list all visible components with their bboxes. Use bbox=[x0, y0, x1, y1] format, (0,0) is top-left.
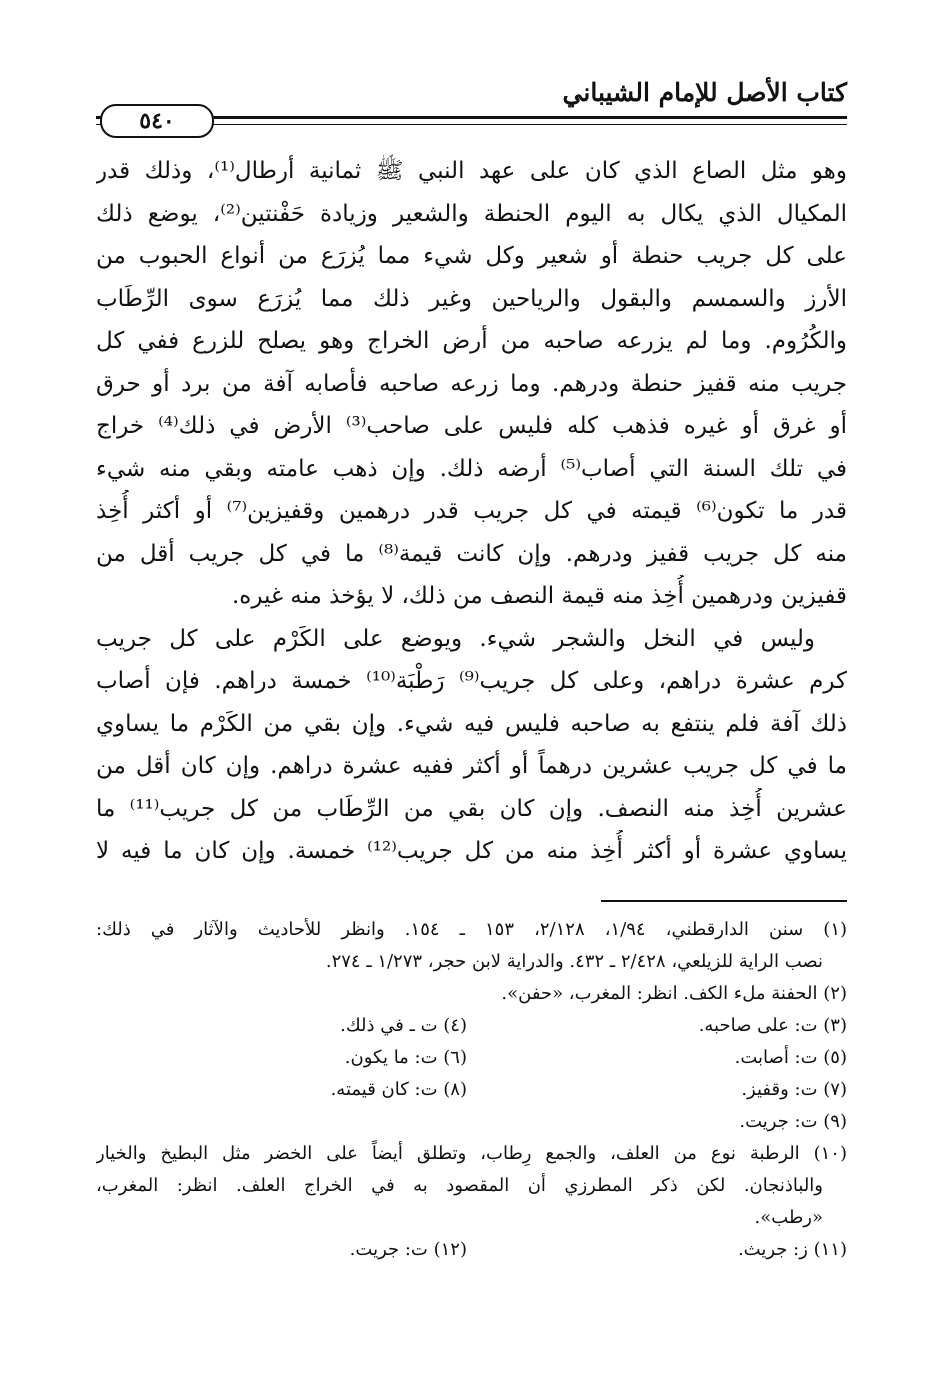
footnote-6: (٦) ت: ما يكون. bbox=[344, 1047, 467, 1068]
footnote-12: (١٢) ت: جريت. bbox=[349, 1239, 467, 1260]
text-line: المكيال الذي يكال به اليوم الحنطة والشعير وزيادة حَفْنتين⁽²⁾، يوضع ذلك bbox=[96, 200, 847, 227]
text-line: عشرين أُخِذ منه النصف. وإن كان بقي من الرِّطَاب من كل جريب⁽¹¹⁾ ما bbox=[96, 795, 847, 822]
text-line: كرم عشرة دراهم، وعلى كل جريب⁽⁹⁾ رَطْبَة⁽¹⁰⁾ خمسة دراهم. فإن أصاب bbox=[96, 668, 847, 694]
footnote-row bbox=[96, 1042, 847, 1074]
text-line: وليس في النخل والشجر شيء. ويوضع على الكَرْم على كل جريب bbox=[96, 625, 815, 652]
text-line: على كل جريب حنطة أو شعير وكل شيء مما يُزرَع من أنواع الحبوب من bbox=[96, 243, 847, 269]
footnote-11: (١١) ز: جريث. bbox=[737, 1239, 847, 1260]
footnote-separator bbox=[601, 900, 847, 902]
footnote-row bbox=[96, 1010, 847, 1042]
text-line: جريب منه قفيز حنطة ودرهم. وما زرعه صاحبه فأصابه آفة من برد أو حرق bbox=[96, 370, 847, 397]
main-text bbox=[96, 150, 847, 873]
footnotes bbox=[96, 914, 847, 1266]
footnote-10-cont: والباذنجان. لكن ذكر المطرزي أن المقصود به في الخراج العلف. انظر: المغرب، bbox=[96, 1175, 823, 1196]
text-line: منه كل جريب قفيز ودرهم. وإن كانت قيمة⁽⁸⁾ ما في كل جريب أقل من bbox=[96, 540, 847, 567]
footnote-5: (٥) ت: أصابت. bbox=[734, 1047, 847, 1068]
footnote-7: (٧) ت: وقفيز. bbox=[741, 1079, 847, 1100]
footnote-10-cont: «رطب». bbox=[754, 1207, 823, 1228]
text-line: ما في كل جريب عشرين درهماً أو أكثر ففيه عشرة دراهم. وإن كان أقل من bbox=[96, 753, 847, 779]
footnote-row bbox=[96, 1074, 847, 1106]
text-line: أو غرق أو غيره فذهب كله فليس على صاحب⁽³⁾ الأرض في ذلك⁽⁴⁾ خراج bbox=[96, 413, 847, 439]
footnote-4: (٤) ت ـ في ذلك. bbox=[340, 1015, 467, 1036]
page-number: ٥٤٠ bbox=[100, 104, 214, 138]
text-line: والكُرُوم. وما لم يزرعه صاحبه من أرض الخراج وهو يصلح للزرع ففي كل bbox=[96, 328, 847, 354]
footnote-1: (١) سنن الدارقطني، ١/٩٤، ٢/١٢٨، ١٥٣ ـ ١٥٤. وانظر للأحاديث والآثار في ذلك: bbox=[96, 919, 847, 940]
footnote-3: (٣) ت: على صاحبه. bbox=[698, 1015, 847, 1036]
footnote-9: (٩) ت: جريت. bbox=[739, 1111, 847, 1132]
text-line: الأرز والسمسم والبقول والرياحين وغير ذلك مما يُزرَع سوى الرِّطَاب bbox=[96, 285, 847, 312]
text-line: في تلك السنة التي أصاب⁽⁵⁾ أرضه ذلك. وإن ذهب عامته وبقي منه شيء bbox=[96, 455, 847, 482]
text-line: وهو مثل الصاع الذي كان على عهد النبي ﷺ ثمانية أرطال⁽¹⁾، وذلك قدر bbox=[96, 158, 847, 184]
footnote-1-cont: نصب الراية للزيلعي، ٢/٤٢٨ ـ ٤٣٢. والدراية لابن حجر، ١/٢٧٣ ـ ٢٧٤. bbox=[325, 951, 823, 972]
running-header-title: كتاب الأصل للإمام الشيباني bbox=[562, 78, 847, 107]
text-line: يساوي عشرة أو أكثر أُخِذ منه من كل جريب⁽¹²⁾ خمسة. وإن كان ما فيه لا bbox=[96, 838, 847, 864]
text-line: قفيزين ودرهمين أُخِذ منه قيمة النصف من ذلك، لا يؤخذ منه غيره. bbox=[231, 583, 847, 609]
footnote-8: (٨) ت: كان قيمته. bbox=[330, 1079, 467, 1100]
footnote-row bbox=[96, 1234, 847, 1266]
text-line: ذلك آفة فلم ينتفع به صاحبه فليس فيه شيء. وإن بقي من الكَرْم ما يساوي bbox=[96, 710, 847, 737]
text-line: قدر ما تكون⁽⁶⁾ قيمته في كل جريب قدر درهمين وقفيزين⁽⁷⁾ أو أكثر أُخِذ bbox=[96, 498, 847, 524]
footnote-10: (١٠) الرطبة نوع من العلف، والجمع رِطاب، وتطلق أيضاً على الخضر مثل البطيخ والخيار bbox=[96, 1143, 847, 1164]
footnote-2: (٢) الحفنة ملء الكف. انظر: المغرب، «حفن». bbox=[501, 983, 847, 1004]
